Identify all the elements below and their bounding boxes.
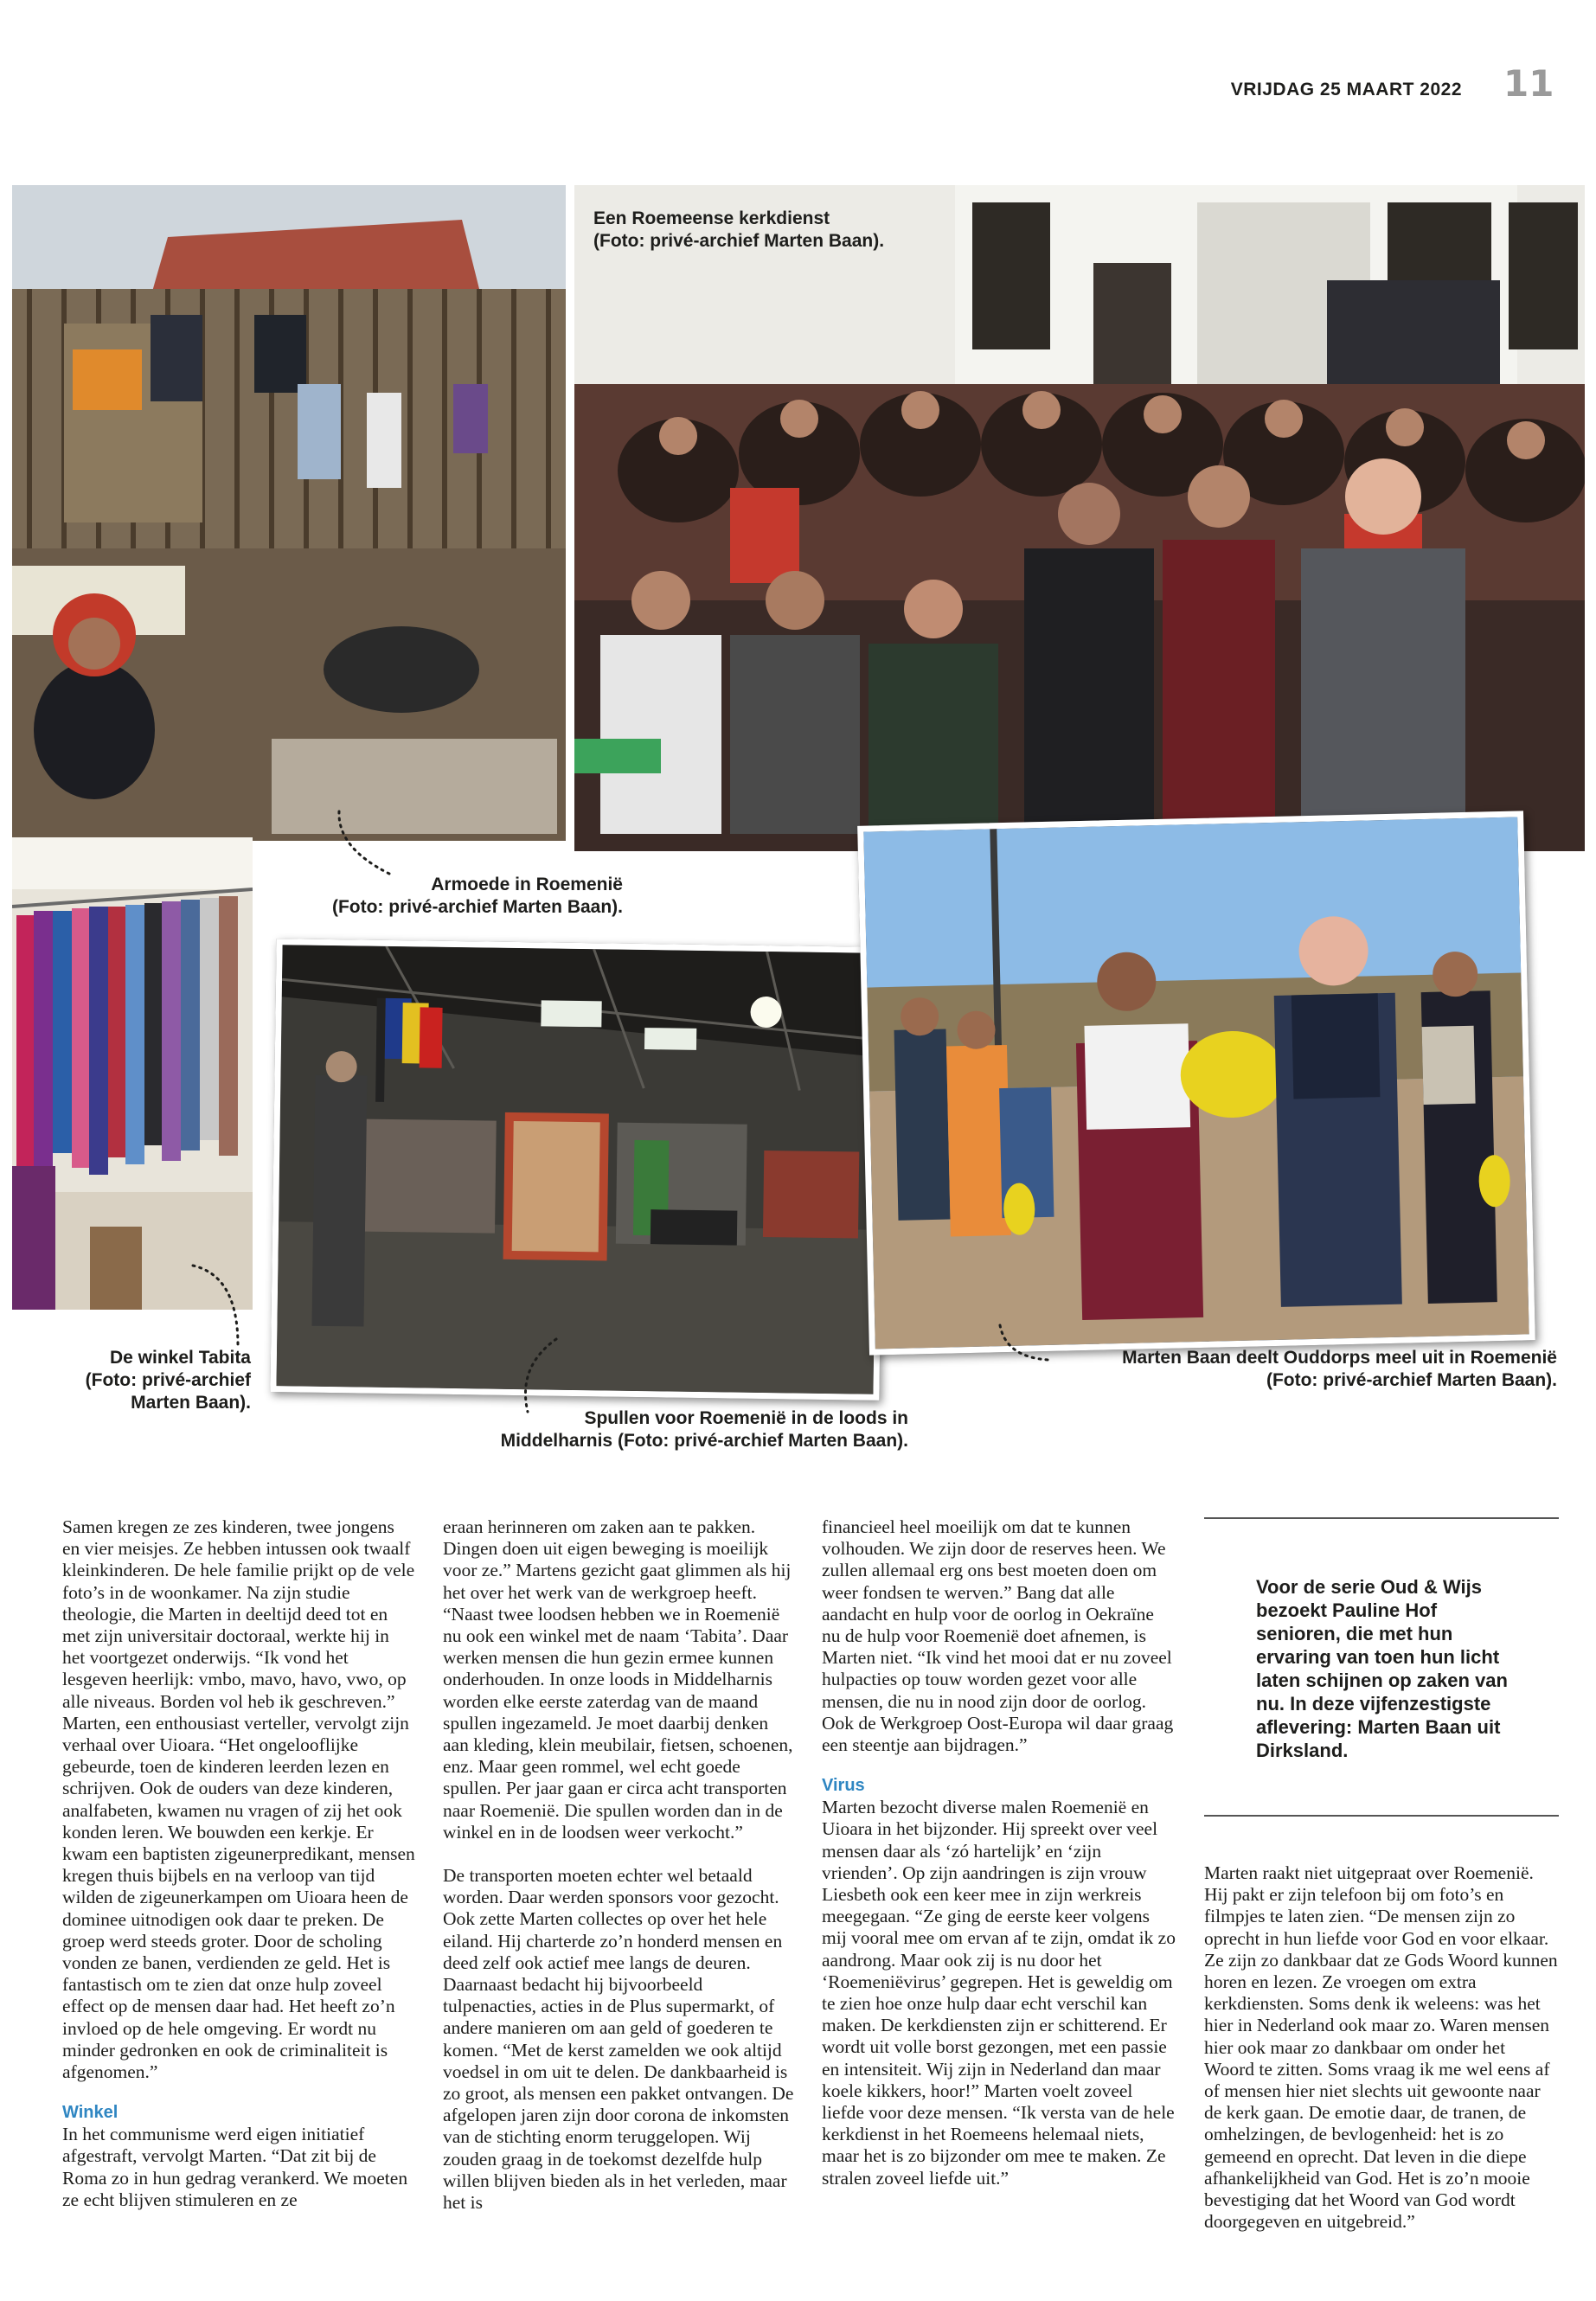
caption-armoede (294, 874, 623, 919)
photo-loods (270, 939, 885, 1400)
caption-kerkdienst-line-1: Een Roemeense kerkdienst (593, 208, 830, 228)
caption-meel (1003, 1347, 1557, 1392)
article-column-3 (822, 1516, 1176, 2189)
article-column-2 (443, 1516, 798, 2214)
intro-top-rule (1204, 1517, 1559, 1519)
caption-kerkdienst (593, 208, 884, 253)
article-column-4 (1204, 1862, 1559, 2233)
photo-kerkdienst (574, 185, 1585, 851)
leader-loods (509, 1332, 569, 1419)
column-2-paragraph-2: De transporten moeten echter wel betaald worden. Daar werden sponsors voor gezocht. Ook zette Marten collectes op over het hele eiland. Hij charterde zo’n honderd mensen en deed zelf ook actief mee langs de deuren. Daarnaast bedacht hij bijvoorbeeld tulpenacties, acties in de Plus supermarkt, of andere manieren om aan geld of goederen te komen. “Met de kerst zamelden we ook altijd voedsel in om uit te delen. De dankbaarheid is zo groot, als mensen een pakket ontvangen. De afgelopen jaren zijn door corona de inkomsten van de stichting enorm teruggelopen. Wij zouden graag in de toekomst dezelfde hulp willen blijven bieden als in het verleden, maar het is (443, 1865, 794, 2214)
caption-loods (381, 1407, 908, 1452)
article-column-1 (62, 1516, 415, 2211)
column-1-paragraph-2: In het communisme werd eigen initiatief afgestraft, vervolgt Marten. “Dat zit bij de Roma zo in hun gedrag verankerd. We moeten ze echt blijven stimuleren en ze (62, 2124, 408, 2210)
column-3-paragraph-1: financieel heel moeilijk om dat te kunnen volhouden. We zijn door de reserves heen. We zullen allemaal erg ons best moeten doen om weer fondsen te werven.” Bang dat alle aandacht en hulp voor de oorlog in Oekraïne nu de hulp voor Roemenië doet afnemen, is Marten niet. “Ik vind het mooi dat er nu zoveel hulpacties op touw worden gezet voor alle mensen, die nu in nood zijn door de oorlog. Ook de Werkgroep Oost-Europa wil daar graag een steentje aan bijdragen.” (822, 1516, 1174, 1756)
caption-meel-line-2: (Foto: privé-archief Marten Baan). (1266, 1370, 1557, 1390)
series-intro: Voor de serie Oud & Wijs bezoekt Pauline Hof senioren, die met hun ervaring van toen hun licht laten schijnen op zaken van nu. In deze vijfenzestigste aflevering: Marten Baan uit Dirksland. (1256, 1576, 1508, 1761)
photo-winkel (12, 837, 253, 1310)
column-4-paragraph-1: Marten raakt niet uitgepraat over Roemenië. Hij pakt er zijn telefoon bij om foto’s en filmpjes te laten zien. “De mensen zijn zo oprecht in hun liefde voor God en voor elkaar. Ze zijn zo dankbaar dat ze Gods Woord kunnen horen en lezen. Ze vroegen om extra kerkdiensten. Soms denk ik weleens: was het hier in Nederland ook maar zo. Waren mensen hier ook maar zo dankbaar om onder het Woord te zitten. Soms vraag ik me wel eens af of mensen hier niet slechts uit gewoonte naar de kerk gaan. De emotie daar, de tranen, de omhelzingen, de bevlogenheid: het is zo gemeend en oprecht. Dat leven in die diepe afhankelijkheid van God. Het is zo’n mooie bevestiging dat het Woord van God wordt doorgegeven en uitgebreid.” (1204, 1862, 1558, 2233)
caption-winkel-line-3: Marten Baan). (131, 1393, 251, 1413)
column-1-paragraph-1: Samen kregen ze zes kinderen, twee jongens en vier meisjes. Ze hebben intussen ook twaalf kleinkinderen. De hele familie prijkt op de vele foto’s in de woonkamer. Na zijn studie theologie, die Marten in deeltijd deed tot en met zijn universitair doctoraal, werkte hij in het voortgezet onderwijs. “Ik vond het lesgeven heerlijk: vmbo, mavo, havo, vwo, op alle niveaus. Borden vol heb ik geschreven.” Marten, een enthousiast verteller, vervolgt zijn verhaal over Uioara. “Het ongelooflijke gebeurde, toen de kinderen leerden lezen en schrijven. Ook de ouders van deze kinderen, analfabeten, kwamen nu vragen of zij het ook konden leren. We bouwden een kerkje. Er kwam een baptisten zigeunerpredikant, mensen kregen thuis bijbels en na verloop van tijd wilden de zigeunerkampen om Uioara heen de dominee uitnodigen ook daar te preken. De groep werd steeds groter. Door de scholing vonden ze banen, verdienden ze geld. Het is fantastisch om te zien dat onze hulp zoveel effect op de mensen daar had. Het heeft zo’n invloed op de hele omgeving. Er wordt nu minder gedronken en ook de criminaliteit is afgenomen.” (62, 1516, 415, 2083)
caption-meel-line-1: Marten Baan deelt Ouddorps meel uit in Roemenië (1122, 1348, 1557, 1368)
issue-date: VRIJDAG 25 MAART 2022 (1230, 80, 1462, 99)
column-2-paragraph-1: eraan herinneren om zaken aan te pakken. Dingen doen uit eigen beweging is moeilijk voor ze.” Martens gezicht gaat glimmen als hij het over het werk van de werkgroep heeft. “Naast twee loodsen hebben we in Roemenië nu ook een winkel met de naam ‘Tabita’. Daar werken mensen die hun gezin ermee kunnen onderhouden. In onze loods in Middelharnis worden elke eerste zaterdag van de maand spullen ingezameld. Je moet daarbij denken aan kleding, klein meubilair, fietsen, schoenen, enz. Maar geen rommel, wel echt goede spullen. Per jaar gaan er circa acht transporten naar Roemenië. Die spullen worden dan in de winkel en in de loodsen weer verkocht.” (443, 1516, 793, 1843)
page-number: 11 (1503, 62, 1554, 105)
caption-armoede-line-2: (Foto: privé-archief Marten Baan). (331, 897, 623, 917)
intro-bottom-rule (1204, 1815, 1559, 1817)
column-3-paragraph-2: Marten bezocht diverse malen Roemenië en Uioara in het bijzonder. Hij spreekt over veel mensen daar als ‘zó hartelijk’ en ‘zijn vrienden’. Op zijn aandringen is zijn vrouw Liesbeth ook een keer mee in zijn werkreis meegegaan. “Ze ging de eerste keer volgens mij vooral mee om ervan af te zijn, omdat ik zo aandrong. Maar ook zij is nu door het ‘Roemeniëvirus’ gegrepen. Het is geweldig om te zien hoe onze hulp daar echt verschil kan maken. De kerkdiensten zijn er schitterend. Er wordt uit volle borst gezongen, met een passie en intensiteit. Wij zijn in Nederland dan maar koele kikkers, hoor!” Marten voelt zoveel liefde voor deze mensen. “Ik versta van de hele kerkdienst in het Roemeens helemaal niets, maar het is zo bijzonder om mee te maken. Ze stralen zoveel liefde uit.” (822, 1797, 1176, 2189)
caption-loods-line-1: Spullen voor Roemenië in de loods in (584, 1408, 908, 1428)
photo-armoede (12, 185, 566, 841)
caption-armoede-line-1: Armoede in Roemenië (431, 875, 623, 894)
leader-winkel (186, 1259, 255, 1354)
caption-winkel (35, 1347, 251, 1414)
caption-loods-line-2: Middelharnis (Foto: privé-archief Marten Baan). (500, 1431, 908, 1451)
leader-armoede (329, 804, 398, 882)
caption-winkel-line-2: (Foto: privé-archief (85, 1370, 251, 1390)
caption-kerkdienst-line-2: (Foto: privé-archief Marten Baan). (593, 231, 885, 251)
subhead-winkel: Winkel (62, 2103, 119, 2123)
subhead-virus: Virus (822, 1776, 865, 1796)
caption-winkel-line-1: De winkel Tabita (110, 1348, 251, 1368)
photo-meel (857, 811, 1535, 1355)
